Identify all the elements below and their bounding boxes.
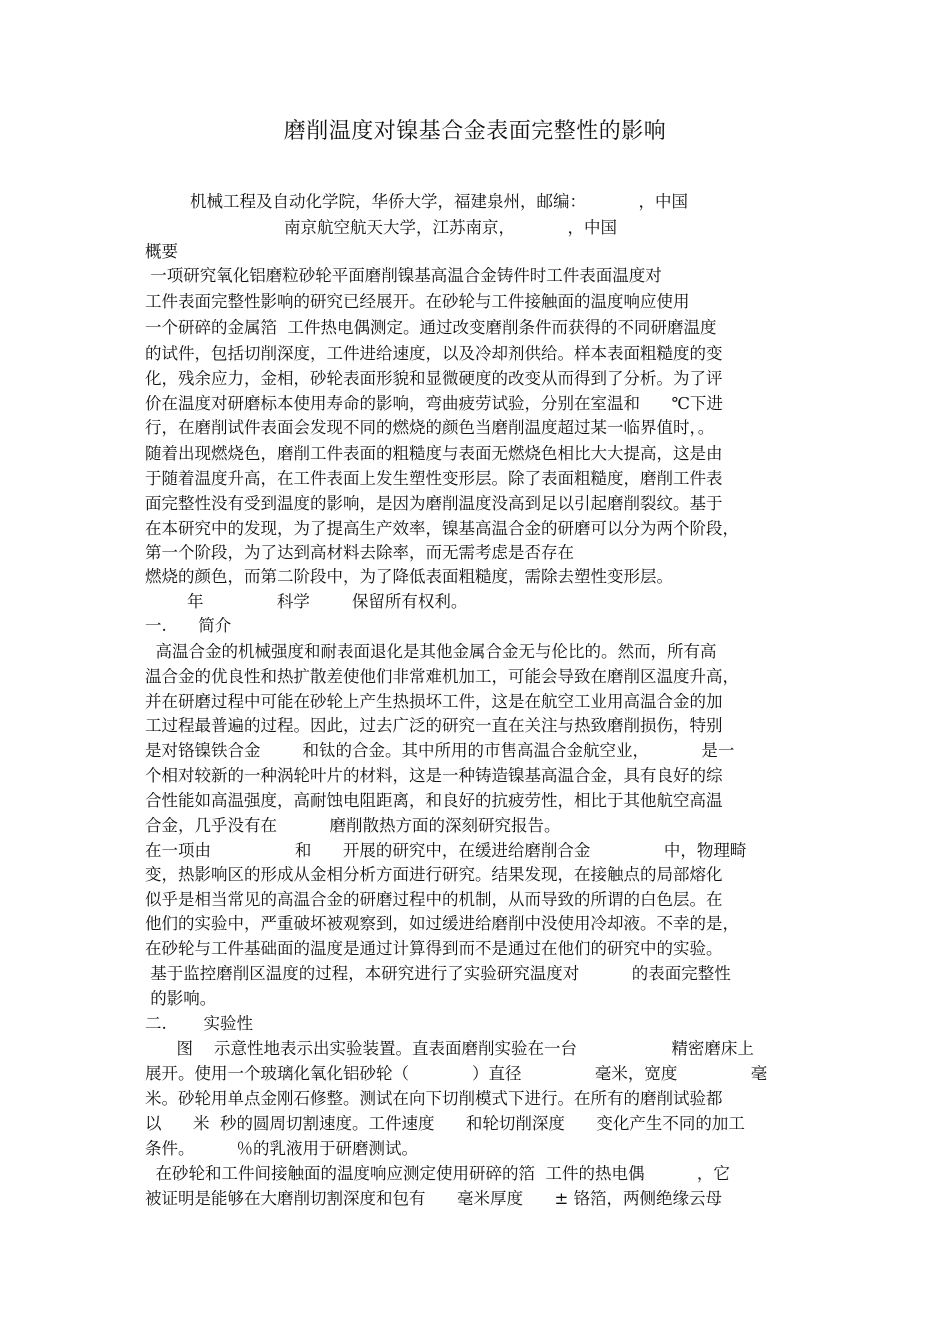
text-line: 他们的实验中，严重破坏被观察到，如过缓进给磨削中没使用冷却液。不幸的是，: [145, 914, 739, 933]
text-line: 在砂轮和工件间接触面的温度响应测定使用研碎的箔 工件的热电偶 ，它: [145, 1164, 730, 1183]
text-line: 概要: [145, 242, 178, 261]
text-line: 二. 实验性: [145, 1014, 253, 1033]
text-line: 似乎是相当常见的高温合金的研磨过程中的机制，从而导致的所谓的白色层。在: [145, 890, 723, 909]
text-line: 一. 简介: [145, 616, 232, 635]
text-line: 温合金的优良性和热扩散差使他们非常难机加工，可能会导致在磨削区温度升高，: [145, 667, 739, 686]
text-line: 在砂轮与工件基础面的温度是通过计算得到而不是通过在他们的研究中的实验。: [145, 939, 723, 958]
text-line: 米。砂轮用单点金刚石修整。测试在向下切削模式下进行。在所有的磨削试验都: [145, 1089, 723, 1108]
text-line: 工件表面完整性影响的研究已经展开。在砂轮与工件接触面的温度响应使用: [145, 292, 690, 311]
text-line: 工过程最普遍的过程。因此，过去广泛的研究一直在关注与热致磨削损伤，特别: [145, 716, 723, 735]
text-line: 随着出现燃烧色，磨削工件表面的粗糙度与表面无燃烧色相比大大提高，这是由: [145, 444, 723, 463]
page-title: 磨削温度对镍基合金表面完整性的影响: [283, 119, 667, 144]
text-line: 基于监控磨削区温度的过程，本研究进行了实验研究温度对 的表面完整性: [145, 964, 731, 983]
text-line: 行，在磨削试件表面会发现不同的燃烧的颜色当磨削温度超过某一临界值时，。: [145, 418, 715, 437]
text-line: 面完整性没有受到温度的影响，是因为磨削温度没高到足以引起磨削裂纹。基于: [145, 494, 723, 513]
text-line: 高温合金的机械强度和耐表面退化是其他金属合金无与伦比的。然而，所有高: [145, 642, 717, 661]
text-line: 一个研碎的金属箔 工件热电偶测定。通过改变磨削条件而获得的不同研磨温度: [145, 318, 717, 337]
text-line: 的影响。: [145, 989, 217, 1008]
text-line: 合性能如高温强度，高耐蚀电阻距离，和良好的抗疲劳性，相比于其他航空高温: [145, 791, 723, 810]
text-line: 年 科学 保留所有权利。: [145, 592, 468, 611]
affiliation-1: 机械工程及自动化学院，华侨大学，福建泉州，邮编： ，中国: [190, 192, 688, 211]
text-line: 的试件，包括切削深度，工件进给速度，以及冷却剂供给。样本表面粗糙度的变: [145, 344, 723, 363]
text-line: 并在研磨过程中可能在砂轮上产生热损坏工件，这是在航空工业用高温合金的加: [145, 692, 723, 711]
text-line: 以 米 秒的圆周切割速度。工件速度 和轮切削深度 变化产生不同的加工: [145, 1114, 745, 1133]
text-line: 化，残余应力，金相，砂轮表面形貌和显微硬度的改变从而得到了分析。为了评: [145, 369, 723, 388]
text-line: 展开。使用一个玻璃化氧化铝砂轮（ ）直径 毫米，宽度 毫: [145, 1064, 768, 1083]
text-line: 合金，几乎没有在 磨削散热方面的深刻研究报告。: [145, 816, 561, 835]
text-line: 燃烧的颜色，而第二阶段中，为了降低表面粗糙度，需除去塑性变形层。: [145, 567, 673, 586]
text-line: 于随着温度升高，在工件表面上发生塑性变形层。除了表面粗糙度，磨削工件表: [145, 469, 723, 488]
text-line: 图 示意性地表示出实验装置。直表面磨削实验在一台 精密磨床上: [145, 1039, 754, 1058]
text-line: 被证明是能够在大磨削切割深度和包有 毫米厚度 ± 铬箔，两侧绝缘云母: [145, 1189, 723, 1208]
text-line: 是对铬镍铁合金 和钛的合金。其中所用的市售高温合金航空业， 是一: [145, 741, 735, 760]
text-line: 一项研究氧化铝磨粒砂轮平面磨削镍基高温合金铸件时工件表面温度对: [145, 266, 662, 285]
text-line: 变，热影响区的形成从金相分析方面进行研究。结果发现，在接触点的局部熔化: [145, 865, 723, 884]
text-line: 在一项由 和 开展的研究中，在缓进给磨削合金 中，物理畸: [145, 841, 747, 860]
text-line: 条件。 ％的乳液用于研磨测试。: [145, 1139, 418, 1158]
text-line: 个相对较新的一种涡轮叶片的材料，这是一种铸造镍基高温合金，具有良好的综: [145, 766, 723, 785]
text-line: 价在温度对研磨标本使用寿命的影响，弯曲疲劳试验，分别在室温和 ℃下进: [145, 394, 723, 413]
text-line: 第一个阶段，为了达到高材料去除率，而无需考虑是否存在: [145, 543, 574, 562]
text-line: 在本研究中的发现，为了提高生产效率，镍基高温合金的研磨可以分为两个阶段，: [145, 519, 739, 538]
affiliation-2: 南京航空航天大学，江苏南京， ，中国: [284, 218, 617, 237]
